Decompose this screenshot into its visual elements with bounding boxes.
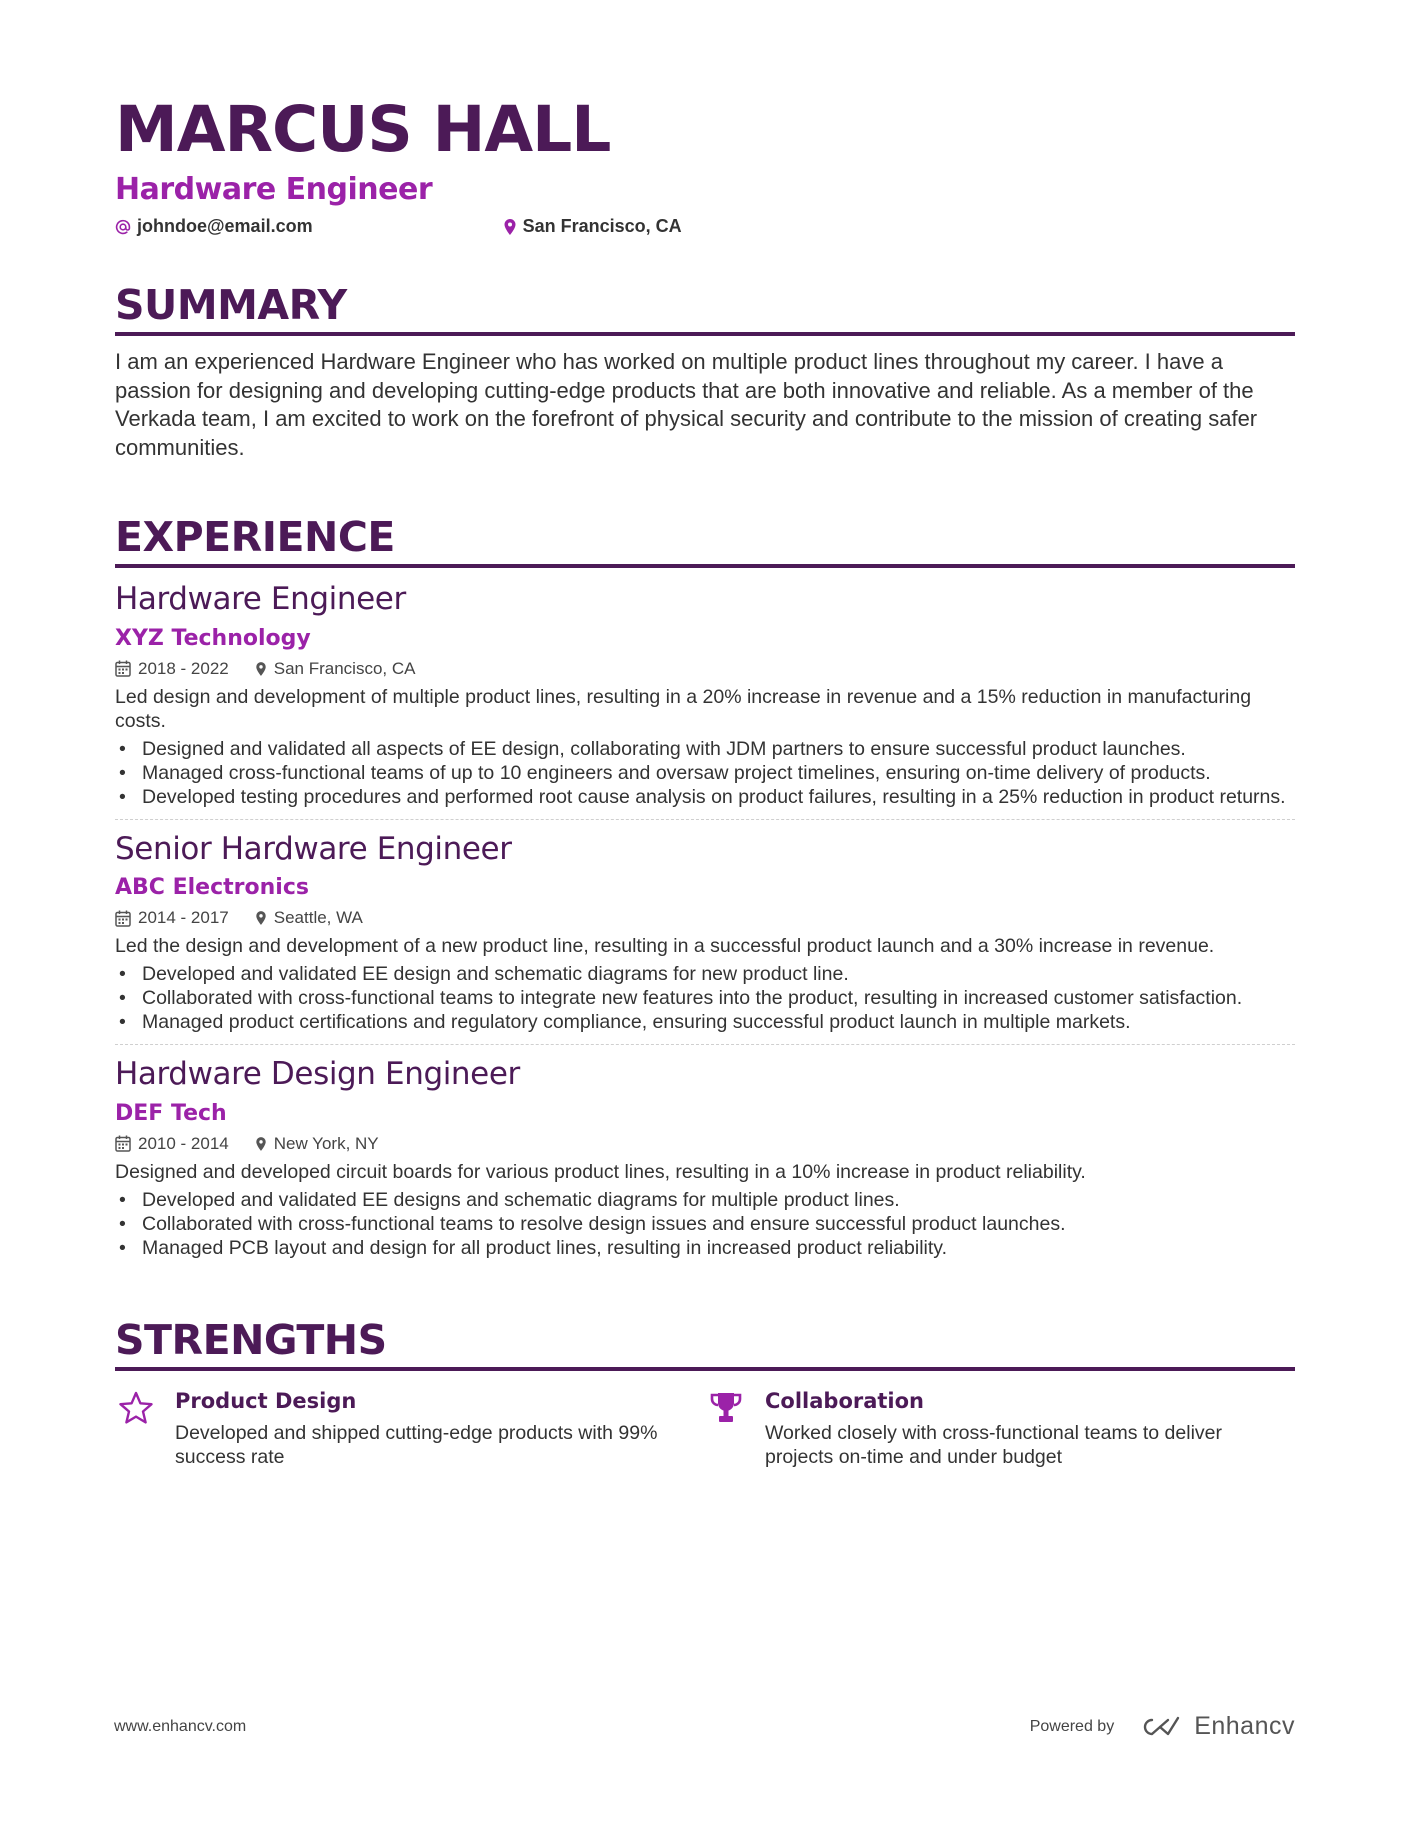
job-location-text: New York, NY [273, 1133, 379, 1153]
job-meta [115, 659, 1295, 679]
at-icon [115, 219, 131, 235]
experience-heading: EXPERIENCE [115, 517, 1295, 568]
star-icon [115, 1389, 157, 1469]
job-title: Hardware Design Engineer [115, 1056, 520, 1093]
company-name: XYZ Technology [115, 625, 311, 651]
job-description: Led design and development of multiple product lines, resulting in a 20% increase in revenue and a 15% reduction in manufacturing costs. [115, 685, 1252, 732]
strength-title: Product Design [175, 1388, 357, 1413]
strength-item [705, 1389, 1295, 1469]
job-location [255, 908, 363, 928]
list-item: • Managed PCB layout and design for all product lines, resulting in increased product reliability. [115, 1236, 1295, 1260]
job-location-text: San Francisco, CA [273, 658, 416, 678]
summary-heading: SUMMARY [115, 285, 1295, 336]
strength-title: Collaboration [765, 1388, 925, 1413]
company-name: ABC Electronics [115, 875, 309, 901]
list-item: • Designed and validated all aspects of EE design, collaborating with JDM partners to ensure successful product launches. [115, 737, 1295, 761]
trophy-icon [705, 1389, 747, 1469]
job-bullets [115, 1188, 1295, 1260]
job-dates [115, 659, 229, 679]
candidate-title: Hardware Engineer [115, 172, 433, 207]
strength-content [765, 1389, 1295, 1469]
enhancv-brand-text: Enhancv [1194, 1712, 1295, 1740]
job-meta [115, 908, 1295, 928]
calendar-icon [115, 660, 131, 677]
company-name: DEF Tech [115, 1100, 227, 1126]
powered-by-label: Powered by [1029, 1717, 1115, 1735]
strengths-grid [115, 1389, 1295, 1469]
email-text: johndoe@email.com [137, 216, 313, 236]
summary-text: I am an experienced Hardware Engineer who has worked on multiple product lines throughout my career. I have a passion for designing and developing cutting-edge products that are both innovative and reliable. As a member of the Verkada team, I am excited to work on the forefront of physical security and contribute to the mission of creating safer communities. [115, 349, 1258, 460]
job-entry [115, 1044, 1295, 1270]
contact-email[interactable] [115, 216, 313, 237]
location-pin-icon [503, 218, 517, 236]
contact-info [115, 216, 1295, 237]
footer [114, 1712, 1295, 1741]
list-item: • Developed and validated EE designs and schematic diagrams for multiple product lines. [115, 1188, 1295, 1212]
location-pin-icon [255, 1136, 267, 1152]
strength-description: Worked closely with cross-functional teams to deliver projects on-time and under budget [765, 1421, 1222, 1468]
strength-item [115, 1389, 705, 1469]
list-item: • Managed cross-functional teams of up to 10 engineers and oversaw project timelines, ensuring on-time delivery of products. [115, 761, 1295, 785]
strengths-section [115, 1315, 1295, 1469]
job-title: Senior Hardware Engineer [115, 830, 512, 867]
powered-by [1030, 1712, 1295, 1741]
list-item: • Developed testing procedures and performed root cause analysis on product failures, resulting in a 25% reduction in product returns. [115, 785, 1295, 809]
job-location [255, 1134, 379, 1154]
contact-location [503, 216, 682, 237]
job-dates-text: 2018 - 2022 [138, 658, 229, 678]
location-text: San Francisco, CA [522, 216, 682, 236]
calendar-icon [115, 1135, 131, 1152]
job-location [255, 659, 416, 679]
job-dates-text: 2010 - 2014 [138, 1133, 229, 1153]
job-meta [115, 1134, 1295, 1154]
resume-page [115, 93, 1295, 1469]
job-location-text: Seattle, WA [273, 908, 363, 928]
list-item: • Collaborated with cross-functional teams to resolve design issues and ensure successful product launches. [115, 1212, 1295, 1236]
strengths-heading: STRENGTHS [115, 1320, 1295, 1371]
job-description: Led the design and development of a new product line, resulting in a successful product launch and a 30% increase in revenue. [115, 935, 1215, 958]
strength-content [175, 1389, 705, 1469]
job-dates [115, 908, 229, 928]
calendar-icon [115, 910, 131, 927]
job-title: Hardware Engineer [115, 581, 406, 617]
job-entry [115, 819, 1295, 1045]
location-pin-icon [255, 661, 267, 677]
list-item: • Collaborated with cross-functional teams to integrate new features into the product, resulting in increased customer satisfaction. [115, 986, 1295, 1010]
candidate-name: MARCUS HALL [115, 93, 611, 166]
job-dates-text: 2014 - 2017 [138, 908, 229, 928]
strength-description: Developed and shipped cutting-edge products with 99% success rate [175, 1421, 658, 1468]
job-entry [115, 568, 1295, 819]
job-bullets [115, 962, 1295, 1034]
job-description: Designed and developed circuit boards for various product lines, resulting in a 10% increase in product reliability. [115, 1160, 1086, 1183]
list-item: • Developed and validated EE design and schematic diagrams for new product line. [115, 962, 1295, 986]
job-bullets [115, 737, 1295, 809]
enhancv-logo[interactable] [1138, 1712, 1295, 1741]
location-pin-icon [255, 910, 267, 926]
footer-website-link[interactable]: www.enhancv.com [114, 1717, 247, 1735]
list-item: • Managed product certifications and regulatory compliance, ensuring successful product launch in multiple markets. [115, 1010, 1295, 1034]
summary-section [115, 281, 1295, 462]
experience-section [115, 513, 1295, 1270]
job-dates [115, 1134, 229, 1154]
enhancv-logo-icon [1138, 1715, 1184, 1739]
